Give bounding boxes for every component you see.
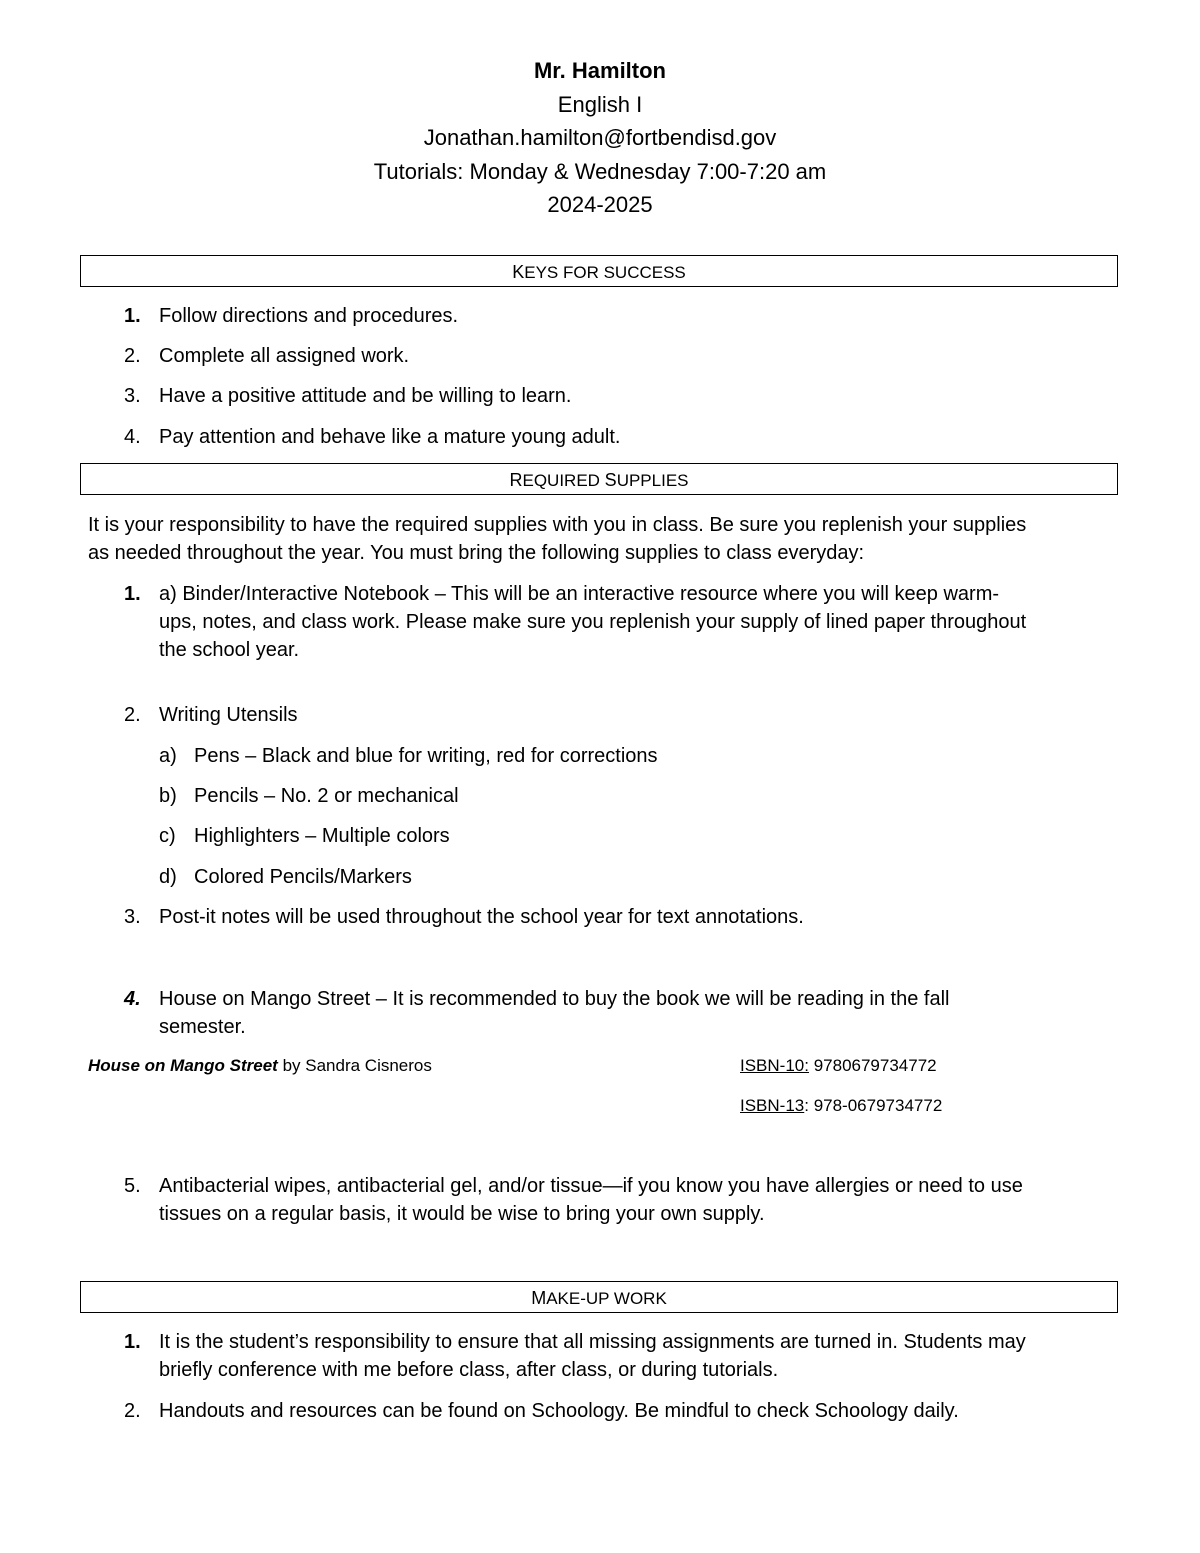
supplies-heading-part-2: UPPLIES [616,471,689,490]
supplies-heading-initial-r: R [509,470,523,490]
supplies-item-4-number: 4. [124,988,141,1010]
makeup-heading-initial: M [531,1288,547,1308]
supplies-item-5-line-1: Antibacterial wipes, antibacterial gel, and/or tissue—if you know you have allergies or need to use [159,1175,1023,1197]
supplies-item-2: Writing Utensils [159,704,298,726]
utensil-b-letter: b) [159,785,177,807]
supplies-item-3: Post-it notes will be used throughout the school year for text annotations. [159,906,804,928]
supplies-heading-part-1: EQUIRED [522,471,605,490]
keys-heading-rest: EYS FOR SUCCESS [524,263,686,282]
isbn-13-label: ISBN-13 [740,1096,805,1115]
tutorials-schedule: Tutorials: Monday & Wednesday 7:00-7:20 am [373,159,827,184]
keys-item-1: Follow directions and procedures. [159,305,459,327]
book-citation [88,1054,432,1078]
utensil-d: Colored Pencils/Markers [194,866,412,888]
makeup-item-1-line-1: It is the student’s responsibility to ensure that all missing assignments are turned in. Students may [159,1331,1026,1353]
utensil-d-letter: d) [159,866,177,888]
utensil-c-letter: c) [159,825,176,847]
makeup-item-2: Handouts and resources can be found on Schoology. Be mindful to check Schoology daily. [159,1400,959,1422]
makeup-item-1-number: 1. [124,1331,141,1353]
isbn-10-label: ISBN-10: [740,1056,809,1075]
supplies-intro-line-1: It is your responsibility to have the required supplies with you in class. Be sure you replenish your supplies [88,514,1027,536]
keys-item-2: Complete all assigned work. [159,345,410,367]
utensil-a-letter: a) [159,745,177,767]
keys-item-3-number: 3. [124,385,141,407]
makeup-heading-rest: AKE-UP WORK [546,1289,667,1308]
book-author: by Sandra Cisneros [277,1056,432,1075]
supplies-item-1-line-1: a) Binder/Interactive Notebook – This will be an interactive resource where you will keep warm- [159,583,1000,605]
keys-item-1-number: 1. [124,305,141,327]
isbn-13-value: : 978-0679734772 [804,1096,943,1115]
utensil-c: Highlighters – Multiple colors [194,825,450,847]
supplies-heading [80,463,1118,495]
supplies-item-1-line-2: ups, notes, and class work. Please make sure you replenish your supply of lined paper throughout [159,611,1027,633]
isbn-10-value: 9780679734772 [808,1056,937,1075]
book-title: House on Mango Street [88,1056,278,1075]
supplies-intro-line-2: as needed throughout the year. You must bring the following supplies to class everyday: [88,542,865,564]
supplies-item-4-line-1: House on Mango Street – It is recommended to buy the book we will be reading in the fall [159,988,950,1010]
keys-item-3: Have a positive attitude and be willing to learn. [159,385,572,407]
supplies-heading-initial-s: S [604,470,617,490]
keys-item-4-number: 4. [124,426,141,448]
supplies-item-4-line-2: semester. [159,1016,246,1038]
isbn-10 [740,1054,937,1078]
utensil-b: Pencils – No. 2 or mechanical [194,785,459,807]
utensil-a: Pens – Black and blue for writing, red for corrections [194,745,658,767]
keys-heading-initial: K [512,262,525,282]
keys-item-2-number: 2. [124,345,141,367]
teacher-email: Jonathan.hamilton@fortbendisd.gov [423,125,777,150]
keys-item-4: Pay attention and behave like a mature young adult. [159,426,621,448]
supplies-item-1-line-3: the school year. [159,639,300,661]
teacher-name: Mr. Hamilton [533,58,666,83]
supplies-item-3-number: 3. [124,906,141,928]
supplies-item-5-number: 5. [124,1175,141,1197]
course-name: English I [557,92,643,117]
school-year: 2024-2025 [547,192,653,217]
supplies-item-1-number: 1. [124,583,141,605]
makeup-heading [80,1281,1118,1313]
makeup-item-1-line-2: briefly conference with me before class, after class, or during tutorials. [159,1359,779,1381]
supplies-item-5-line-2: tissues on a regular basis, it would be wise to bring your own supply. [159,1203,765,1225]
keys-heading [80,255,1118,287]
isbn-13 [740,1094,942,1118]
makeup-item-2-number: 2. [124,1400,141,1422]
supplies-item-2-number: 2. [124,704,141,726]
